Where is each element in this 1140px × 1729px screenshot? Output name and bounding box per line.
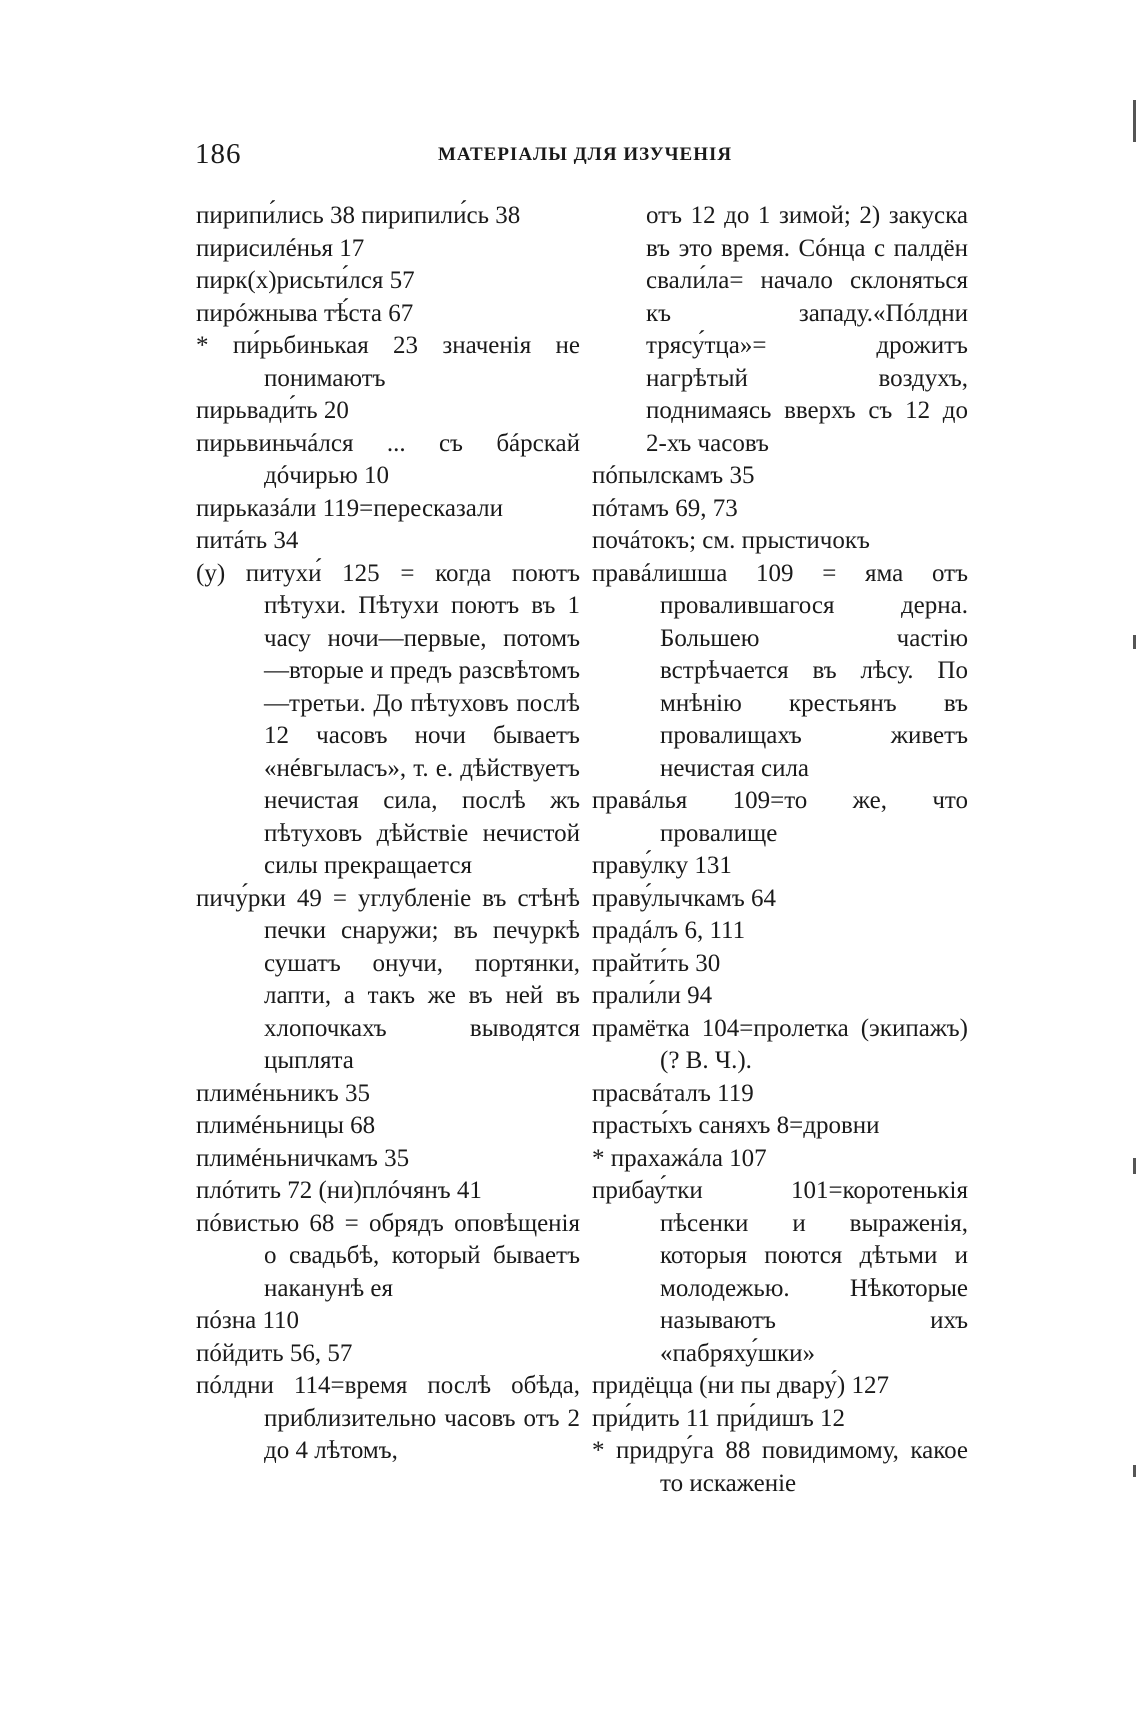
dictionary-entry: праву́лычкамъ 64 [592,884,777,912]
dictionary-entry: * пи́рьбинькая 23 значенія не понимаютъ [196,332,580,392]
dictionary-entry: пирьвиньчáлся ... съ бáрскай дóчирью 10 [196,429,580,489]
dictionary-entry: прали́ли 94 [592,982,713,1009]
dictionary-entry: (у) питухи́ 125 = когда поютъ пѣтухи. Пѣтухи поютъ въ 1 часу ночи—первые, потомъ—вторые и предъ разсвѣтомъ—третьи. До пѣтуховъ послѣ 12 часовъ ночи бываетъ «нéвгыласъ», т. е. дѣйствуетъ нечистая сила, послѣ жъ пѣтуховъ дѣйствіе нечистой силы прекращается [196,559,580,879]
dictionary-entry: пóпылскамъ 35 [592,462,755,489]
dictionary-entry: пóзна 110 [196,1307,300,1334]
dictionary-entry: прасвáталъ 119 [592,1079,754,1107]
dictionary-entry: плимéньникъ 35 [196,1079,371,1107]
dictionary-entry: прасты́хъ саняхъ 8=дровни [592,1112,880,1139]
dictionary-entry: пóйдить 56, 57 [196,1339,353,1367]
dictionary-entry: прайти́ть 30 [592,949,721,977]
dictionary-entry: правáлья 109=то же, что провалище [592,787,968,847]
left-column [196,200,580,1468]
dictionary-entry: пóвистью 68 = обрядъ оповѣщенія о свадьбѣ, который бываетъ наканунѣ ея [196,1209,580,1302]
dictionary-entry: пóлдни 114=время послѣ обѣда, приблизительно часовъ отъ 2 до 4 лѣтомъ, [196,1372,580,1464]
scan-mark [1133,1158,1136,1174]
right-column [592,200,968,1500]
page-header [195,138,965,178]
dictionary-entry: плимéньничкамъ 35 [196,1144,410,1172]
dictionary-entry: пирипи́лись 38 пирипили́сь 38 [196,202,521,229]
dictionary-entry: пирк(х)рисьти́лся 57 [196,267,415,294]
dictionary-entry: пирисилéнья 17 [196,234,365,262]
dictionary-entry: пирьказáли 119=пересказали [196,494,503,522]
dictionary-entry: пирьвади́ть 20 [196,397,349,424]
dictionary-entry: пичу́рки 49 = углубленіе въ стѣнѣ печки снаружи; въ печуркѣ сушатъ онучи, портянки, лапти, а такъ же въ ней въ хлопочкахъ выводятся цыплята [196,884,580,1074]
dictionary-entry: прадáлъ 6, 111 [592,917,746,944]
dictionary-entry: плимéньницы 68 [196,1112,376,1139]
dictionary-entry: правáлишша 109 = яма отъ провалившагося дерна. Большею частію встрѣчается въ лѣсу. По мнѣнію крестьянъ въ провалищахъ живетъ нечистая сила [592,559,968,782]
dictionary-entry: пирóжныва тѣ́ста 67 [196,299,414,327]
scan-mark [1133,635,1136,649]
continued-entry-text: отъ 12 до 1 зимой; 2) закуска въ это время. Сóнца с палдён свали́ла= начало склоняться къ западу.«Пóлдни трясу́тца»= дрожитъ нагрѣтый воздухъ, поднимаясь вверхъ съ 12 до 2-хъ часовъ [646,202,968,457]
dictionary-entry: пóтамъ 69, 73 [592,494,738,522]
running-title: МАТЕРІАЛЫ ДЛЯ ИЗУЧЕНІЯ [438,144,733,165]
scan-mark [1133,1465,1136,1477]
dictionary-entry: * придру́га 88 повидимому, какое то искаженіе [592,1437,968,1497]
dictionary-entry: питáть 34 [196,527,299,554]
dictionary-entry: при́дить 11 при́дишъ 12 [592,1404,846,1432]
page-number: 186 [195,138,242,170]
dictionary-entry: придёцца (ни пы двару́) 127 [592,1372,889,1399]
dictionary-entry: праву́лку 131 [592,852,732,879]
dictionary-entry: прибау́тки 101=коротенькія пѣсенки и выраженія, которыя поются дѣтьми и молодежью. Нѣкоторые называютъ ихъ «пабряху́шки» [592,1177,968,1367]
dictionary-entry: плóтить 72 (ни)плóчянъ 41 [196,1177,482,1204]
dictionary-entry: * прахажáла 107 [592,1144,767,1172]
dictionary-entry: почáтокъ; см. прыстичокъ [592,527,870,554]
dictionary-entry: прамётка 104=пролетка (экипажъ) (? В. Ч.). [592,1014,968,1074]
scan-mark [1133,100,1136,142]
